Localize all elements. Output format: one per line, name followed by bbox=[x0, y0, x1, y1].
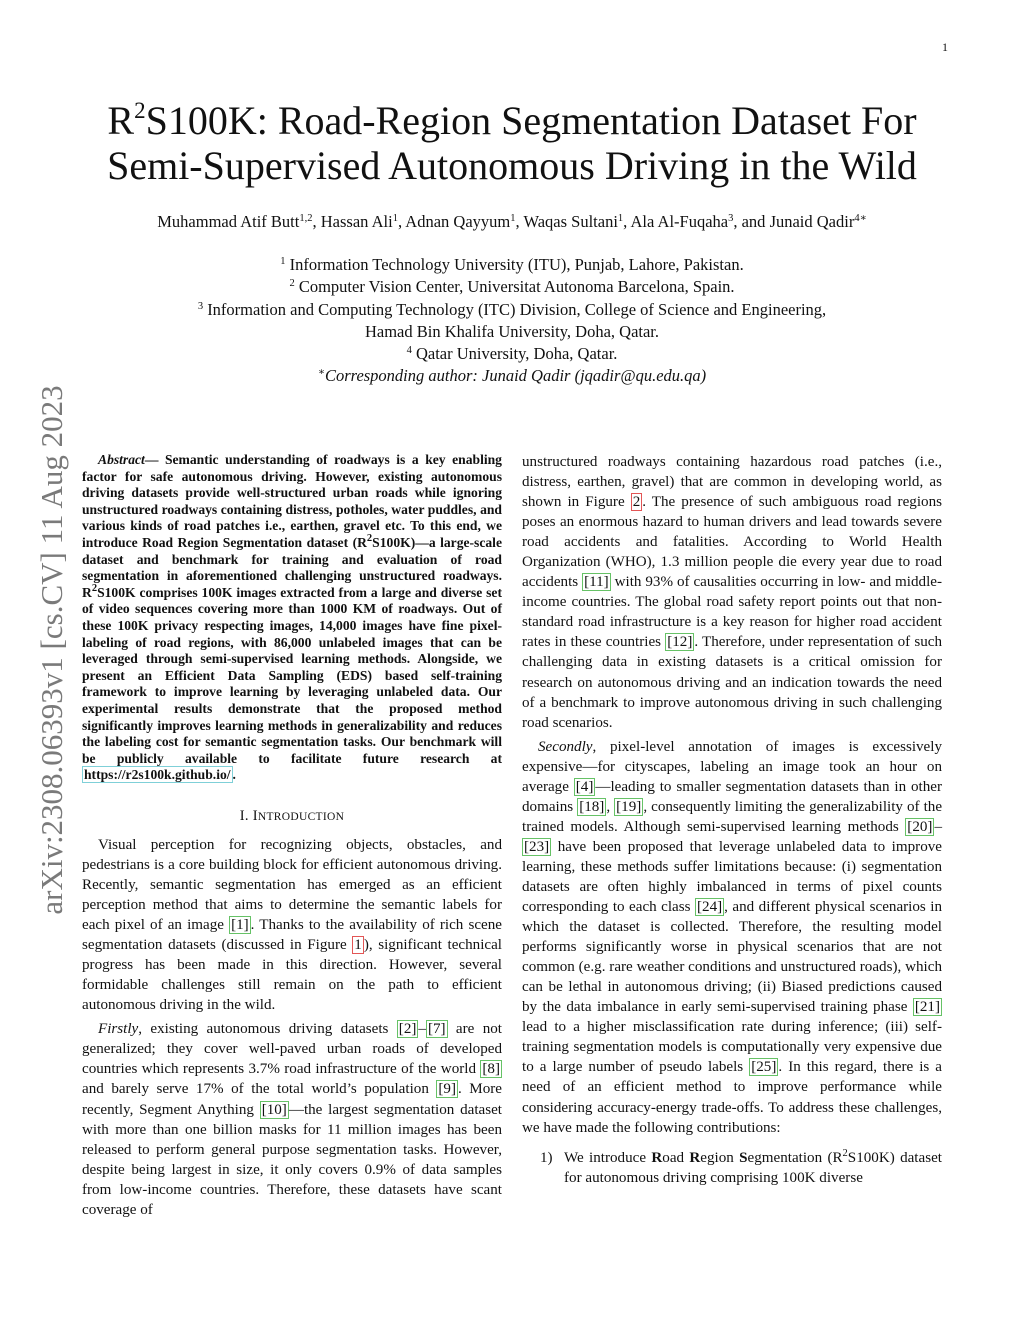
citation-link[interactable]: [9] bbox=[438, 1081, 456, 1098]
citation-link[interactable]: [21] bbox=[914, 999, 940, 1016]
intro-paragraph: Visual perception for recognizing objects, obstacles, and pedestrians is a core building block for efficient autonomous driving. Recently, semantic segmentation has emerged as an efficient perception method that aims to determine the semantic labels for each pixel of an image [1] . Thanks to the availability of rich scene segmentation datasets (discussed in Figure 1 ), significant technical progress has been made in this direction. However, several formidable challenges still remain on the path to efficient autonomous driving in the wild. bbox=[82, 836, 502, 1014]
section-heading-introduction: I. INTRODUCTION bbox=[239, 807, 345, 824]
citation-link[interactable]: [8] bbox=[482, 1061, 500, 1078]
project-url-link[interactable]: https://r2s100k.github.io/ bbox=[84, 767, 231, 783]
citation-link[interactable]: [12] bbox=[667, 634, 693, 651]
citation-link[interactable]: [20] bbox=[907, 818, 933, 835]
author: Waqas Sultani bbox=[523, 212, 618, 231]
right-column bbox=[522, 452, 942, 1188]
citation-link[interactable]: [11] bbox=[584, 574, 609, 591]
affiliation: Hamad Bin Khalifa University, Doha, Qatar. bbox=[364, 321, 660, 341]
intro-paragraph-continued: unstructured roadways containing hazardous road patches (i.e., distress, earthen, gravel) that are common in developing world, as shown in Figure 2 . The presence of such ambiguous road regions poses an enormous hazard to human drivers and lead towards severe road accidents and fatalities. According to World Health Organization (WHO), 1.3 million people die every year due to road accidents [11] with 93% of causalities occurring in low- and middle-income countries. The global road safety report points out that non-standard road infrastructure is a key reason for higher road accident rates in these countries [12] . Therefore, under representation of such challenging data in existing datasets is a critical omission for research on autonomous driving and an indication towards the need of a benchmark to improve autonomous driving in such challenging road scenarios. bbox=[522, 454, 942, 731]
contribution-list bbox=[522, 1148, 942, 1188]
left-column bbox=[82, 452, 502, 1224]
arxiv-side-stamp: arXiv:2308.06393v1 [cs.CV] 11 Aug 2023 bbox=[34, 385, 69, 915]
affiliation: $^4$ Qatar University, Doha, Qatar. bbox=[406, 344, 618, 364]
author-list: Muhammad Atif Butt$^{1,2}$, Hassan Ali$^1$, Adnan Qayyum$^1$, Waqas Sultani$^1$, Ala Al-Fuqaha$^3$, and Junaid Qadir$^{4∗}$ bbox=[157, 212, 867, 231]
abstract: Abstract— Semantic understanding of roadways is a key enabling factor for safe autonomous driving. However, existing autonomous driving datasets provide well-structured urban roads while ignoring unstructured roadways containing distress, potholes, water puddles, and various kinds of road patches i.e., earthen, gravel etc. To this end, we introduce Road Region Segmentation dataset $(R^2S100K)—a$ large-scale dataset and benchmark for training and evaluation of road segmentation in aforementioned challenging unstructured roadways. $R^2S100K$ comprises 100K images extracted from a large and diverse set of video sequences covering more than 1000 KM of roadways. Out of these 100K privacy respecting images, 14,000 images have fine pixel-labeling of road regions, with 86,000 unlabeled images that can be leveraged through semi-supervised learning methods. Alongside, we present an Efficient Data Sampling (EDS) based self-training framework to improve learning by leveraging unlabeled data. Our experimental results demonstrate that the proposed method significantly improves learning methods in generalizability and reduces the labeling cost for semantic segmentation tasks. Our benchmark will be publicly available to facilitate future research at https://r2s100k.github.io/ . bbox=[82, 452, 502, 783]
author: Ala Al-Fuqaha bbox=[630, 212, 729, 231]
affiliation: $^2$ Computer Vision Center, Universitat Autonoma Barcelona, Spain. bbox=[289, 277, 735, 297]
citation-link[interactable]: [24] bbox=[697, 899, 723, 916]
citation-link[interactable]: [23] bbox=[524, 838, 550, 855]
affiliations bbox=[100, 254, 924, 388]
page-number: 1 bbox=[942, 40, 948, 54]
citation-link[interactable]: [2] bbox=[398, 1021, 417, 1038]
author: Hassan Ali bbox=[320, 212, 393, 231]
citation-link[interactable]: [1] bbox=[231, 917, 249, 934]
citation-link[interactable]: [18] bbox=[579, 798, 605, 815]
figure-ref-link[interactable]: 2 bbox=[632, 494, 641, 511]
corresponding-author: ∗Corresponding author: Junaid Qadir (jqadir@qu.edu.qa) bbox=[317, 366, 707, 386]
author: Adnan Qayyum bbox=[405, 212, 511, 231]
figure-ref-link[interactable]: 1 bbox=[354, 937, 362, 954]
citation-link[interactable]: [7] bbox=[427, 1021, 446, 1038]
affiliation: $^1$ Information Technology University (ITU), Punjab, Lahore, Pakistan. bbox=[280, 255, 744, 274]
title-line-2: Semi-Supervised Autonomous Driving in the Wild bbox=[107, 143, 917, 188]
author: Muhammad Atif Butt bbox=[157, 212, 300, 231]
citation-link[interactable]: [4] bbox=[575, 778, 594, 795]
paper-title bbox=[80, 98, 944, 188]
list-item: 1) We introduce Road Region Segmentation $(R^2S100K)$ dataset for autonomous driving comprising 100K diverse bbox=[540, 1147, 942, 1186]
citation-link[interactable]: [10] bbox=[261, 1101, 287, 1118]
affiliation: $^3$ Information and Computing Technology (ITC) Division, College of Science and Engineering, bbox=[197, 299, 827, 319]
citation-link[interactable]: [19] bbox=[616, 798, 642, 815]
author: Junaid Qadir bbox=[769, 212, 855, 231]
citation-link[interactable]: [25] bbox=[751, 1059, 777, 1076]
title-line-1: $R^2S100K$: Road-Region Segmentation Dataset For bbox=[107, 98, 917, 143]
intro-paragraph: Secondly, pixel-level annotation of images is excessively expensive—for cityscapes, labeling an image took an hour on average [4] —leading to smaller segmentation datasets than in other domains [18] , [19] , consequently limiting the generalizability of the trained models. Although semi-supervised learning methods [20] –[23] have been proposed that leverage unlabeled data to improve learning, these methods suffer limitations because: (i) segmentation datasets are often highly imbalanced in terms of pixel counts corresponding to each class [24] , and different physical scenarios in which the dataset is collected. Therefore, the resulting model performs significantly worse in physical scenarios that are not common (e.g. rare weather conditions and unstructured roads), which can be lethal in autonomous driving; (ii) Biased predictions caused by the data imbalance in early semi-supervised training phase [21] lead to a higher misclassification rate during inference; (iii) self-training segmentation models is computationally very expensive due to a large number of pseudo labels [25] . In this regard, there is a need of an efficient method to improve performance while considering accuracy-energy trade-offs. To address these challenges, we have made the following contributions: bbox=[522, 738, 943, 1136]
intro-paragraph: Firstly, existing autonomous driving datasets [2] – [7] are not generalized; they cover well-paved urban roads of developed countries which represents 3.7% road infrastructure of the world [8] and barely serve 17% of the total world’s population [9] . More recently, Segment Anything [10] —the largest segmentation dataset with more than one billion masks for 11 million images has been released to perform general purpose segmentation tasks. However, despite being largest in size, it only covers 0.9% of data samples from low-income countries. Therefore, these datasets have scant coverage of bbox=[82, 1021, 502, 1218]
